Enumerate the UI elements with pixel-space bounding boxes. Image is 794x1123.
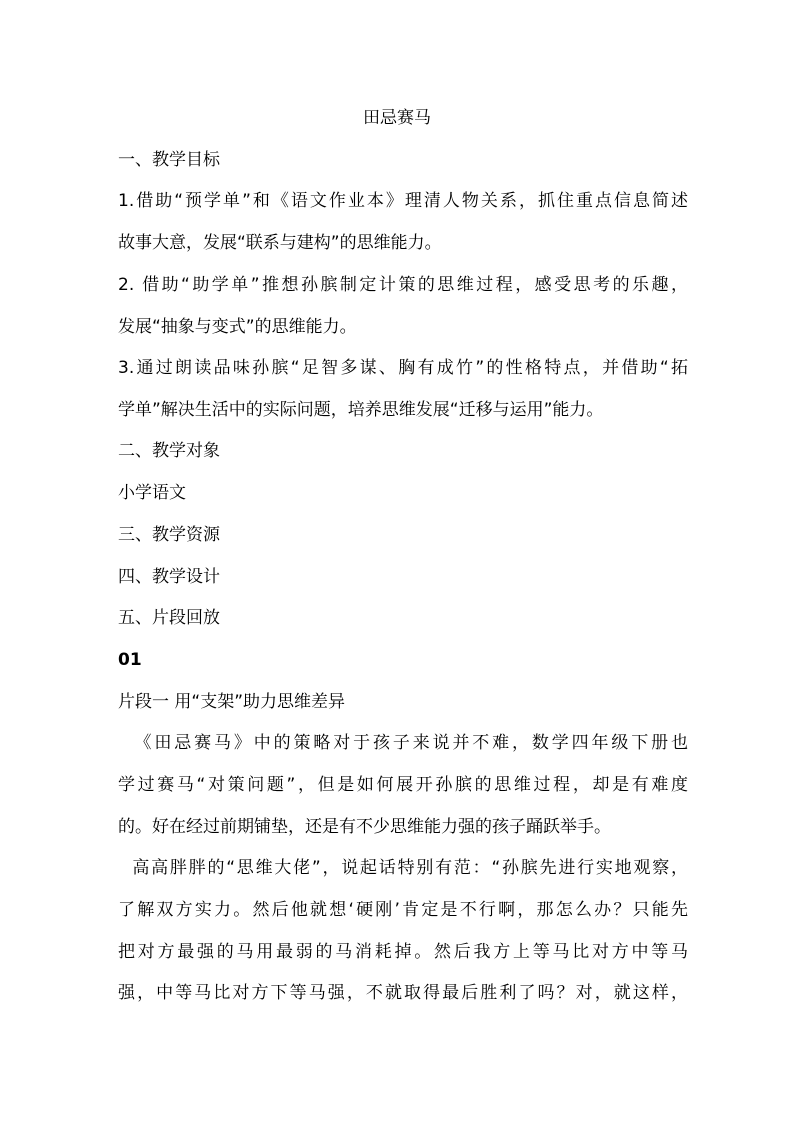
segment-number: 01 — [118, 650, 142, 670]
paragraph-line: 把对方最强的马用最弱的马消耗掉。然后我方上等马比对方中等马 — [118, 942, 688, 962]
section-heading-resources: 三、教学资源 — [118, 525, 220, 545]
paragraph-line: 2. 借助“助学单”推想孙膑制定计策的思维过程，感受思考的乐趣， — [118, 275, 688, 295]
paragraph-line: 高高胖胖的“思维大佬”，说起话特别有范：“孙膑先进行实地观察， — [118, 858, 688, 878]
paragraph-line: 故事大意，发展“联系与建构”的思维能力。 — [118, 233, 442, 253]
paragraph-line: 的。好在经过前期铺垫，还是有不少思维能力强的孩子踊跃举手。 — [118, 817, 611, 837]
segment-heading: 片段一 用“支架”助力思维差异 — [118, 692, 346, 712]
paragraph-line: 学单”解决生活中的实际问题，培养思维发展“迁移与运用”能力。 — [118, 400, 604, 420]
paragraph-line: 《田忌赛马》中的策略对于孩子来说并不难，数学四年级下册也 — [118, 733, 688, 753]
paragraph-line: 强，中等马比对方下等马强，不就取得最后胜利了吗？对，就这样， — [118, 983, 688, 1003]
section-heading-audience: 二、教学对象 — [118, 441, 220, 461]
paragraph-line: 了解双方实力。然后他就想‘硬刚’肯定是不行啊，那怎么办？只能先 — [118, 900, 688, 920]
paragraph-line: 发展“抽象与变式”的思维能力。 — [118, 317, 357, 337]
section-heading-objectives: 一、教学目标 — [118, 150, 220, 170]
paragraph-line: 学过赛马“对策问题”，但是如何展开孙膑的思维过程，却是有难度 — [118, 775, 688, 795]
paragraph-line: 1.借助“预学单”和《语文作业本》理清人物关系，抓住重点信息简述 — [118, 191, 688, 211]
document-title: 田忌赛马 — [363, 108, 431, 128]
paragraph-line: 3.通过朗读品味孙膑“足智多谋、胸有成竹”的性格特点，并借助“拓 — [118, 358, 688, 378]
paragraph-line: 小学语文 — [118, 483, 186, 503]
section-heading-replay: 五、片段回放 — [118, 608, 220, 628]
section-heading-design: 四、教学设计 — [118, 567, 220, 587]
